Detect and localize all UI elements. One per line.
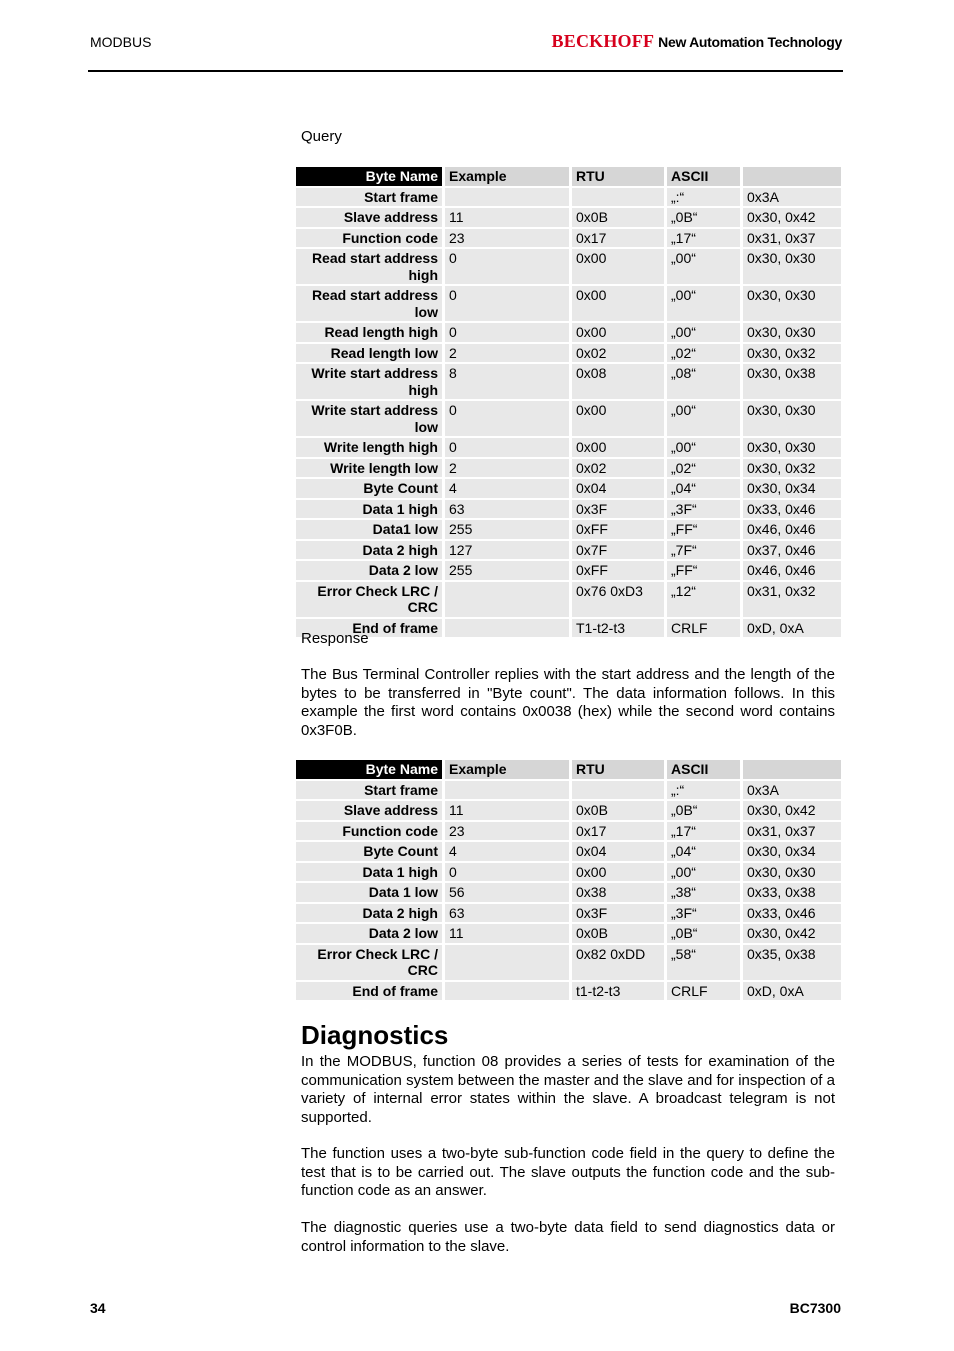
value-cell [445, 945, 572, 980]
value-cell [572, 188, 667, 207]
table-row [296, 582, 841, 617]
value-cell: 0x30, 0x34 [743, 842, 841, 861]
table-row [296, 229, 841, 248]
value-cell: CRLF [667, 619, 743, 638]
value-cell: „02“ [667, 459, 743, 478]
table-row [296, 781, 841, 800]
value-cell: „17“ [667, 822, 743, 841]
value-cell: 0x46, 0x46 [743, 520, 841, 539]
byte-name-cell: Data 2 high [296, 904, 445, 923]
byte-name-cell: Start frame [296, 781, 445, 800]
byte-name-cell: Data 2 low [296, 561, 445, 580]
value-cell: 0x30, 0x30 [743, 863, 841, 882]
value-cell: „7F“ [667, 541, 743, 560]
value-cell: „0B“ [667, 801, 743, 820]
product-name: BC7300 [789, 1300, 841, 1316]
value-cell: 0x76 0xD3 [572, 582, 667, 617]
column-header: RTU [572, 760, 667, 779]
byte-name-cell: Data 2 high [296, 541, 445, 560]
value-cell: T1-t2-t3 [572, 619, 667, 638]
byte-name-cell: Byte Count [296, 479, 445, 498]
value-cell: „00“ [667, 438, 743, 457]
table-row [296, 945, 841, 980]
value-cell: 0x3A [743, 781, 841, 800]
response-label: Response [301, 630, 369, 647]
value-cell: „58“ [667, 945, 743, 980]
value-cell: 0x3F [572, 500, 667, 519]
byte-name-cell: Read length low [296, 344, 445, 363]
value-cell: 0x30, 0x32 [743, 344, 841, 363]
byte-name-cell: Data 1 low [296, 883, 445, 902]
value-cell: 0x00 [572, 323, 667, 342]
table-row [296, 344, 841, 363]
table-header-row [296, 760, 841, 779]
table-row [296, 438, 841, 457]
table-row [296, 842, 841, 861]
value-cell: „3F“ [667, 500, 743, 519]
value-cell: „00“ [667, 401, 743, 436]
table-row [296, 863, 841, 882]
column-header: Example [445, 760, 572, 779]
value-cell: „FF“ [667, 561, 743, 580]
diagnostics-paragraph-2: The function uses a two-byte sub-function code field in the query to define the test that is to be carried out. The slave outputs the function code and the sub-function code as an answer. [301, 1145, 835, 1199]
value-cell [445, 781, 572, 800]
table-row [296, 364, 841, 399]
byte-name-cell: Error Check LRC / CRC [296, 582, 445, 617]
value-cell: 0x00 [572, 286, 667, 321]
byte-name-cell: Read length high [296, 323, 445, 342]
value-cell: „0B“ [667, 924, 743, 943]
value-cell: 0x33, 0x38 [743, 883, 841, 902]
value-cell: t1-t2-t3 [572, 982, 667, 1001]
byte-name-cell: Error Check LRC / CRC [296, 945, 445, 980]
value-cell: „00“ [667, 323, 743, 342]
header-section-title: MODBUS [90, 34, 152, 50]
value-cell: „04“ [667, 842, 743, 861]
value-cell: 0 [445, 863, 572, 882]
value-cell: 0x33, 0x46 [743, 500, 841, 519]
value-cell: 8 [445, 364, 572, 399]
value-cell: 0 [445, 249, 572, 284]
value-cell: 0x3F [572, 904, 667, 923]
value-cell: 56 [445, 883, 572, 902]
brand-name: BECKHOFF [551, 31, 655, 51]
byte-name-cell: Data 2 low [296, 924, 445, 943]
byte-name-cell: Read start address low [296, 286, 445, 321]
byte-name-cell: Function code [296, 822, 445, 841]
table-row [296, 188, 841, 207]
byte-name-cell: Read start address high [296, 249, 445, 284]
table-row [296, 323, 841, 342]
byte-name-cell: Start frame [296, 188, 445, 207]
byte-name-cell: Slave address [296, 801, 445, 820]
value-cell: 0x30, 0x42 [743, 801, 841, 820]
value-cell: 0x31, 0x37 [743, 229, 841, 248]
value-cell: 0x30, 0x30 [743, 249, 841, 284]
value-cell: 0x02 [572, 459, 667, 478]
value-cell: 255 [445, 561, 572, 580]
value-cell: 0x82 0xDD [572, 945, 667, 980]
value-cell: 0x38 [572, 883, 667, 902]
response-table [296, 758, 841, 1002]
value-cell: 0x30, 0x30 [743, 438, 841, 457]
value-cell: 0xFF [572, 561, 667, 580]
diagnostics-paragraph-1: In the MODBUS, function 08 provides a series of tests for examination of the communication system between the master and the slave and for inspection of a variety of internal error states within the slave. A broadcast telegram is not supported. [301, 1053, 835, 1126]
table-row [296, 561, 841, 580]
column-header: ASCII [667, 760, 743, 779]
byte-name-cell: Write length low [296, 459, 445, 478]
byte-name-cell: End of frame [296, 619, 445, 638]
value-cell: 2 [445, 344, 572, 363]
value-cell: „FF“ [667, 520, 743, 539]
value-cell: 4 [445, 842, 572, 861]
value-cell: „12“ [667, 582, 743, 617]
value-cell: 0x0B [572, 801, 667, 820]
value-cell: 0x3A [743, 188, 841, 207]
value-cell: „17“ [667, 229, 743, 248]
value-cell: 0x00 [572, 438, 667, 457]
value-cell: 0x37, 0x46 [743, 541, 841, 560]
table-row [296, 619, 841, 638]
column-header [743, 760, 841, 779]
table-row [296, 541, 841, 560]
byte-name-cell: End of frame [296, 982, 445, 1001]
value-cell: 23 [445, 229, 572, 248]
column-header: RTU [572, 167, 667, 186]
byte-name-cell: Slave address [296, 208, 445, 227]
value-cell [572, 781, 667, 800]
value-cell: „:“ [667, 781, 743, 800]
value-cell: 0x00 [572, 249, 667, 284]
table-row [296, 479, 841, 498]
value-cell: 0x30, 0x32 [743, 459, 841, 478]
header-rule [88, 70, 843, 72]
table-row [296, 924, 841, 943]
value-cell: 0x00 [572, 863, 667, 882]
table-row [296, 286, 841, 321]
table-header-row [296, 167, 841, 186]
byte-name-cell: Write start address high [296, 364, 445, 399]
value-cell: 0 [445, 323, 572, 342]
byte-name-cell: Data 1 high [296, 863, 445, 882]
value-cell: 63 [445, 904, 572, 923]
table-row [296, 801, 841, 820]
value-cell: 0 [445, 401, 572, 436]
value-cell: 11 [445, 924, 572, 943]
value-cell: „02“ [667, 344, 743, 363]
value-cell: 0x35, 0x38 [743, 945, 841, 980]
value-cell: 0x30, 0x42 [743, 208, 841, 227]
value-cell: 0x17 [572, 822, 667, 841]
value-cell: 0x46, 0x46 [743, 561, 841, 580]
table-row [296, 500, 841, 519]
value-cell: 0x00 [572, 401, 667, 436]
value-cell: 0x0B [572, 208, 667, 227]
byte-name-cell: Data 1 high [296, 500, 445, 519]
value-cell: 0x0B [572, 924, 667, 943]
value-cell [445, 619, 572, 638]
value-cell: „3F“ [667, 904, 743, 923]
value-cell: 2 [445, 459, 572, 478]
byte-name-cell: Write start address low [296, 401, 445, 436]
value-cell: 0x02 [572, 344, 667, 363]
table-row [296, 208, 841, 227]
value-cell: 11 [445, 208, 572, 227]
table-row [296, 982, 841, 1001]
value-cell: 0x04 [572, 479, 667, 498]
value-cell: „00“ [667, 286, 743, 321]
value-cell: 0x30, 0x30 [743, 401, 841, 436]
value-cell: 0x31, 0x32 [743, 582, 841, 617]
table-row [296, 401, 841, 436]
value-cell: „00“ [667, 863, 743, 882]
value-cell: 0x33, 0x46 [743, 904, 841, 923]
diagnostics-paragraph-3: The diagnostic queries use a two-byte data field to send diagnostics data or control information to the slave. [301, 1219, 835, 1255]
value-cell: „38“ [667, 883, 743, 902]
value-cell: CRLF [667, 982, 743, 1001]
column-header [743, 167, 841, 186]
value-cell: 127 [445, 541, 572, 560]
table-row [296, 249, 841, 284]
value-cell: 0x08 [572, 364, 667, 399]
value-cell: 255 [445, 520, 572, 539]
column-header: Byte Name [296, 167, 445, 186]
value-cell: 0xFF [572, 520, 667, 539]
table-row [296, 904, 841, 923]
brand-logo [552, 31, 842, 52]
value-cell: 0x04 [572, 842, 667, 861]
value-cell: 0 [445, 286, 572, 321]
value-cell: 0x30, 0x42 [743, 924, 841, 943]
value-cell: 0x7F [572, 541, 667, 560]
column-header: Byte Name [296, 760, 445, 779]
query-label: Query [301, 128, 342, 145]
value-cell: 23 [445, 822, 572, 841]
table-row [296, 459, 841, 478]
value-cell: „:“ [667, 188, 743, 207]
brand-tagline: New Automation Technology [658, 34, 842, 50]
value-cell: 63 [445, 500, 572, 519]
value-cell [445, 188, 572, 207]
value-cell: 4 [445, 479, 572, 498]
value-cell: „00“ [667, 249, 743, 284]
value-cell: 0 [445, 438, 572, 457]
table-row [296, 520, 841, 539]
byte-name-cell: Function code [296, 229, 445, 248]
value-cell: 0x30, 0x38 [743, 364, 841, 399]
diagnostics-heading: Diagnostics [301, 1020, 449, 1050]
value-cell: 0xD, 0xA [743, 619, 841, 638]
value-cell: „04“ [667, 479, 743, 498]
value-cell: 0x30, 0x30 [743, 286, 841, 321]
value-cell: 0x30, 0x34 [743, 479, 841, 498]
value-cell: 0x30, 0x30 [743, 323, 841, 342]
column-header: Example [445, 167, 572, 186]
byte-name-cell: Byte Count [296, 842, 445, 861]
byte-name-cell: Write length high [296, 438, 445, 457]
value-cell: 0xD, 0xA [743, 982, 841, 1001]
page-number: 34 [90, 1300, 106, 1316]
response-description: The Bus Terminal Controller replies with the start address and the length of the bytes to be transferred in "Byte count". The data information follows. In this example the first word contains 0x0038 (hex) while the second word contains 0x3F0B. [301, 666, 835, 739]
column-header: ASCII [667, 167, 743, 186]
value-cell: 0x17 [572, 229, 667, 248]
value-cell: „08“ [667, 364, 743, 399]
query-table [296, 165, 841, 639]
value-cell: 11 [445, 801, 572, 820]
byte-name-cell: Data1 low [296, 520, 445, 539]
value-cell: „0B“ [667, 208, 743, 227]
value-cell [445, 582, 572, 617]
value-cell [445, 982, 572, 1001]
table-row [296, 822, 841, 841]
table-row [296, 883, 841, 902]
value-cell: 0x31, 0x37 [743, 822, 841, 841]
